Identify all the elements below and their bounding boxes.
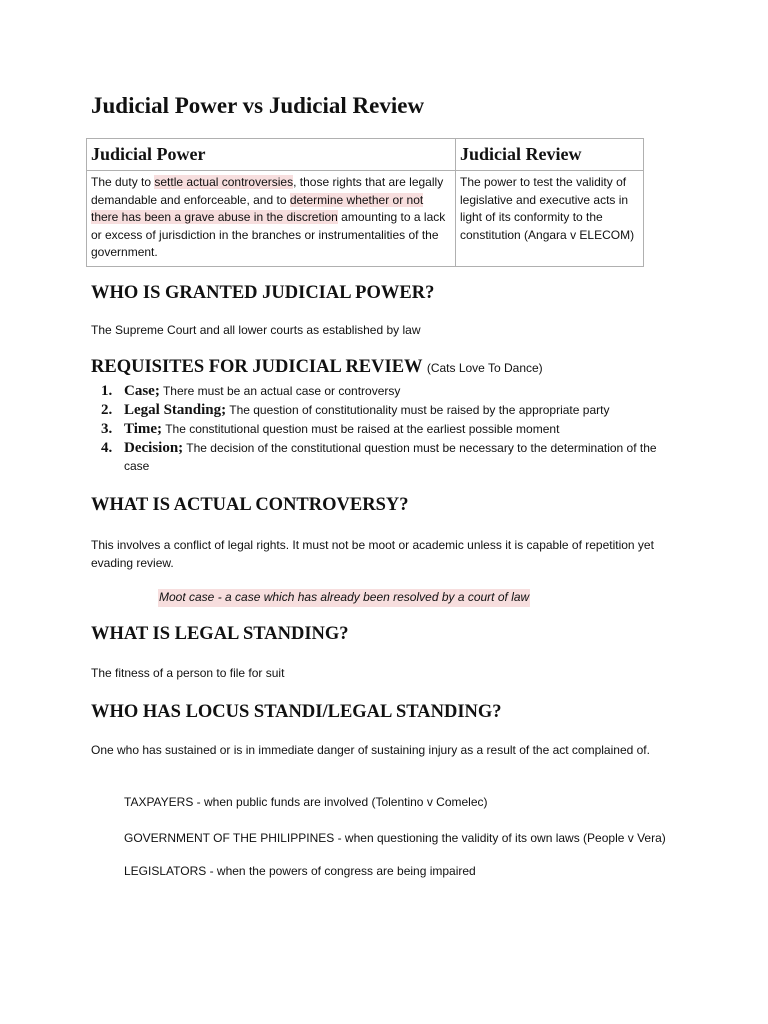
item-number: 2. bbox=[101, 402, 113, 418]
list-item bbox=[91, 421, 681, 439]
item-description: The decision of the constitutional question must be necessary to the determination of the case bbox=[124, 441, 657, 473]
document-title: Judicial Power vs Judicial Review bbox=[91, 93, 425, 118]
moot-case-note: Moot case - a case which has already been resolved by a court of law bbox=[158, 589, 530, 607]
heading-controversy: WHAT IS ACTUAL CONTROVERSY? bbox=[91, 495, 409, 515]
comparison-table bbox=[86, 138, 644, 267]
table-header-row bbox=[87, 139, 644, 171]
judicial-power-definition bbox=[87, 171, 456, 267]
heading-locus-standi: WHO HAS LOCUS STANDI/LEGAL STANDING? bbox=[91, 702, 502, 722]
item-term: Decision; bbox=[124, 440, 184, 456]
item-term: Time; bbox=[124, 421, 163, 437]
item-description: There must be an actual case or controversy bbox=[162, 384, 401, 398]
header-judicial-review: Judicial Review bbox=[456, 139, 644, 171]
example-government: GOVERNMENT OF THE PHILIPPINES - when questioning the validity of its own laws (People v Vera) bbox=[124, 831, 666, 845]
heading-granted: WHO IS GRANTED JUDICIAL POWER? bbox=[91, 283, 435, 303]
definition-text: amounting to a lack or excess of jurisdiction in the branches or instrumentalities of the government. bbox=[91, 210, 446, 259]
controversy-text: This involves a conflict of legal rights. It must not be moot or academic unless it is capable of repetition yet evading review. bbox=[91, 538, 654, 570]
granted-text: The Supreme Court and all lower courts as established by law bbox=[91, 323, 421, 337]
list-item bbox=[91, 402, 681, 420]
locus-text: One who has sustained or is in immediate danger of sustaining injury as a result of the act complained of. bbox=[91, 743, 650, 757]
list-item bbox=[91, 383, 681, 401]
list-item bbox=[91, 440, 681, 475]
highlighted-phrase: determine whether or not there has been a grave abuse in the discretion bbox=[91, 192, 424, 224]
item-description: The question of constitutionality must be raised by the appropriate party bbox=[229, 403, 610, 417]
heading-requisites bbox=[91, 357, 543, 378]
example-legislators: LEGISLATORS - when the powers of congress are being impaired bbox=[124, 864, 476, 878]
item-term: Legal Standing; bbox=[124, 402, 227, 418]
definition-text: The duty to bbox=[91, 175, 155, 189]
item-number: 1. bbox=[101, 383, 113, 399]
header-judicial-power: Judicial Power bbox=[87, 139, 456, 171]
highlighted-phrase: settle actual controversies bbox=[154, 175, 294, 189]
definition-text: , those rights that are legally demandable and enforceable, and to bbox=[91, 175, 444, 207]
table-row bbox=[87, 171, 644, 267]
judicial-review-definition: The power to test the validity of legislative and executive acts in light of its conformity to the constitution (Angara v ELECOM) bbox=[456, 171, 644, 267]
standing-text: The fitness of a person to file for suit bbox=[91, 666, 285, 680]
item-number: 3. bbox=[101, 421, 113, 437]
requisites-heading-text: REQUISITES FOR JUDICIAL REVIEW bbox=[91, 357, 423, 377]
heading-standing: WHAT IS LEGAL STANDING? bbox=[91, 624, 349, 644]
item-term: Case; bbox=[124, 383, 160, 399]
example-taxpayers: TAXPAYERS - when public funds are involved (Tolentino v Comelec) bbox=[124, 795, 488, 809]
requisites-list bbox=[91, 383, 681, 477]
item-description: The constitutional question must be raised at the earliest possible moment bbox=[165, 422, 560, 436]
mnemonic-aside: (Cats Love To Dance) bbox=[426, 361, 543, 375]
item-number: 4. bbox=[101, 440, 113, 456]
